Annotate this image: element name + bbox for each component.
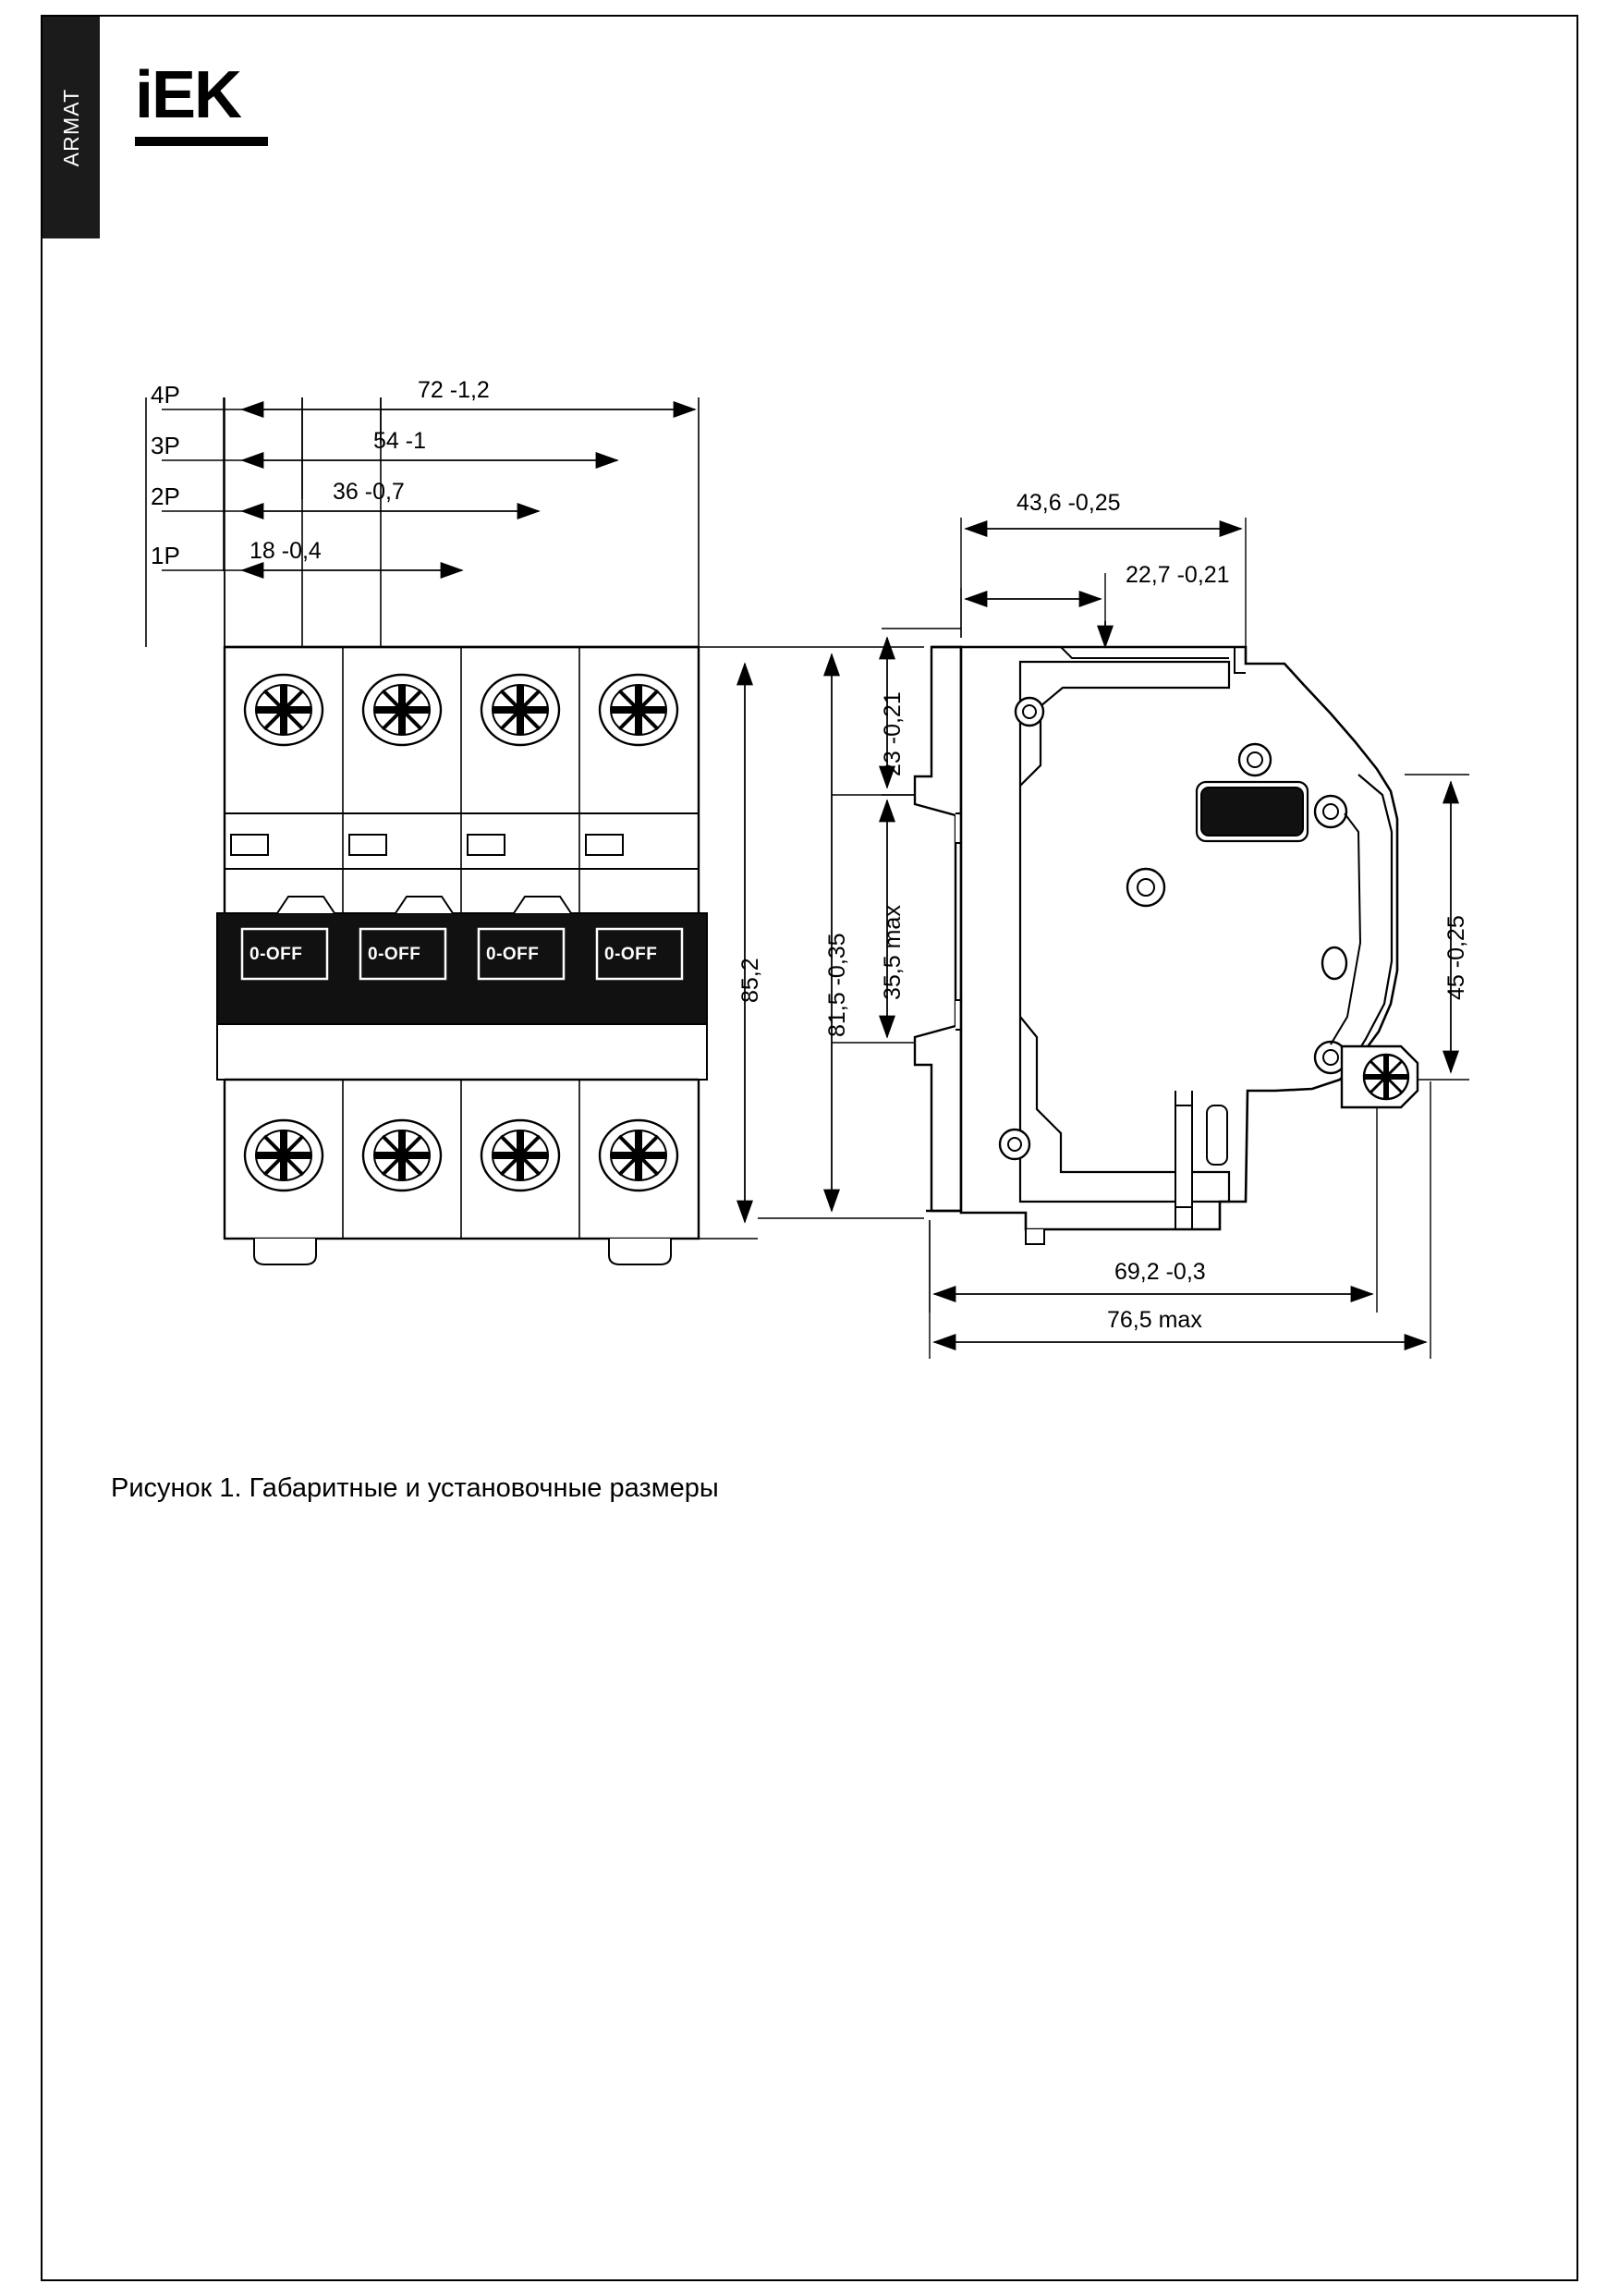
figure-caption: Рисунок 1. Габаритные и установочные размеры: [111, 1473, 719, 1503]
dimension-35-5-max: 35,5 max: [880, 905, 906, 1000]
switch-label-1: 0-OFF: [250, 945, 303, 964]
dimension-69-2: 69,2 -0,3: [1114, 1259, 1206, 1285]
pole-label-2p: 2P: [151, 482, 180, 510]
dimension-76-5-max: 76,5 max: [1107, 1307, 1202, 1333]
toggle-handle: [1197, 782, 1308, 841]
dimension-45: 45 -0,25: [1443, 915, 1469, 1000]
side-view-group: [758, 518, 1469, 1359]
iek-logo: iEK: [135, 58, 241, 132]
pole-label-1p: 1P: [151, 542, 180, 569]
dimension-72: 72 -1,2: [418, 377, 490, 403]
dimension-81-5: 81,5 -0,35: [824, 933, 850, 1037]
dimension-85-2: 85,2: [737, 958, 763, 1003]
switch-label-4: 0-OFF: [604, 945, 658, 964]
dimension-43-6: 43,6 -0,25: [1016, 490, 1121, 516]
pole-label-4p: 4P: [151, 381, 180, 409]
side-brand-label: ARMAT: [58, 88, 83, 167]
dimension-36: 36 -0,7: [333, 479, 405, 505]
switch-label-2: 0-OFF: [368, 945, 421, 964]
dimension-22-7: 22,7 -0,21: [1126, 562, 1230, 588]
terminal-clamp-right: [1342, 1046, 1418, 1107]
dimension-54: 54 -1: [373, 428, 426, 454]
front-view-group: [146, 397, 758, 1264]
dimension-23: 23 -0,21: [880, 691, 906, 776]
pole-label-3p: 3P: [151, 432, 180, 459]
switch-label-3: 0-OFF: [486, 945, 540, 964]
dimension-18: 18 -0,4: [250, 538, 322, 564]
